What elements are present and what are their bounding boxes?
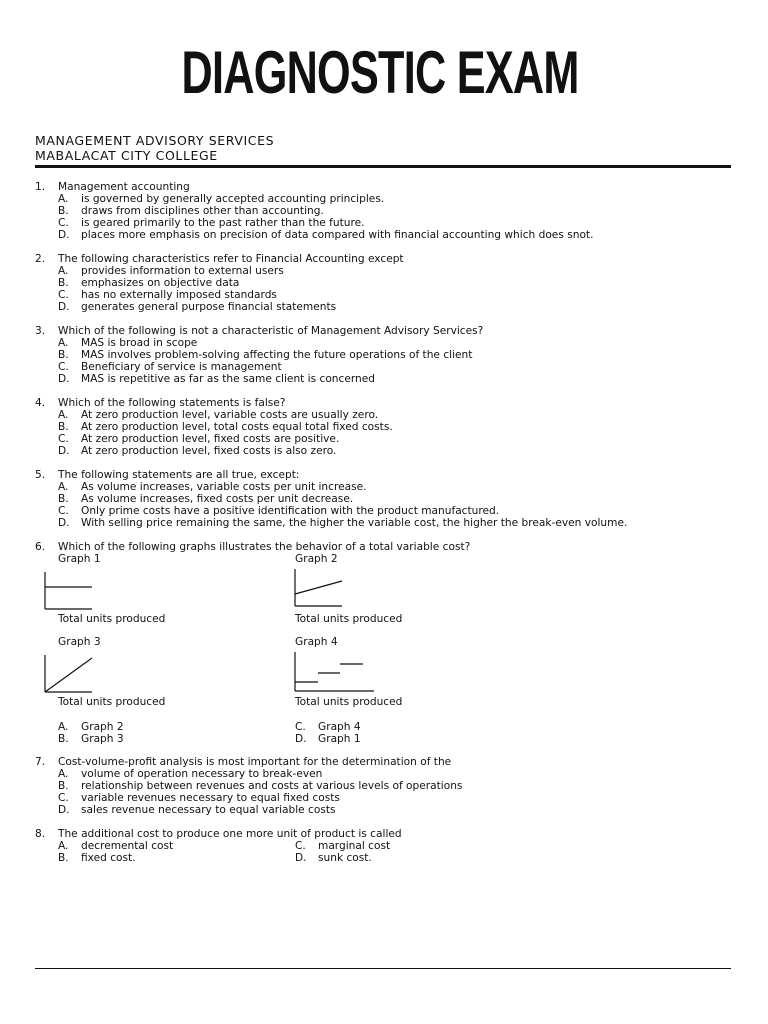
option-text: places more emphasis on precision of data compared with financial accounting which does snot. — [81, 229, 594, 241]
option-c — [295, 721, 361, 733]
graph-2-sloped-line — [295, 581, 342, 594]
option-letter: B. — [58, 277, 69, 289]
option-b — [58, 349, 472, 361]
graph-3-title: Graph 3 — [58, 636, 101, 648]
option-a — [58, 840, 173, 852]
question-number: 5. — [35, 469, 46, 481]
option-text: As volume increases, fixed costs per unit decrease. — [81, 493, 354, 505]
option-letter: D. — [58, 445, 70, 457]
exam-title: DIAGNOSTIC EXAM — [181, 39, 579, 106]
option-text: MAS involves problem-solving affecting the future operations of the client — [81, 349, 473, 361]
option-text: generates general purpose financial statements — [81, 301, 337, 313]
question-text: Which of the following statements is false? — [58, 397, 286, 409]
option-letter: B. — [58, 421, 69, 433]
header-subject: MANAGEMENT ADVISORY SERVICES — [35, 133, 275, 148]
question-text: The following characteristics refer to Financial Accounting except — [58, 253, 404, 265]
option-text: As volume increases, variable costs per unit increase. — [81, 481, 367, 493]
option-letter: A. — [58, 481, 69, 493]
option-letter: B. — [58, 780, 69, 792]
option-letter: C. — [58, 217, 69, 229]
option-letter: C. — [58, 792, 69, 804]
graph-1-axis-label: Total units produced — [58, 613, 166, 625]
option-letter: A. — [58, 265, 69, 277]
option-c — [58, 433, 339, 445]
option-text: relationship between revenues and costs at various levels of operations — [81, 780, 463, 792]
option-text: At zero production level, variable costs are usually zero. — [81, 409, 379, 421]
option-text: variable revenues necessary to equal fixed costs — [81, 792, 340, 804]
option-b — [58, 421, 393, 433]
option-d — [58, 445, 336, 457]
option-d — [295, 852, 372, 864]
question-number: 2. — [35, 253, 46, 265]
option-d — [58, 804, 336, 816]
option-text: has no externally imposed standards — [81, 289, 277, 301]
graph-2-title: Graph 2 — [295, 553, 338, 565]
option-letter: C. — [58, 361, 69, 373]
option-letter: D. — [58, 517, 70, 529]
option-letter: C. — [58, 289, 69, 301]
question-number: 7. — [35, 756, 46, 768]
option-text: Beneficiary of service is management — [81, 361, 282, 373]
question-text: Cost-volume-profit analysis is most important for the determination of the — [58, 756, 452, 768]
option-a — [58, 409, 378, 421]
option-a — [58, 193, 384, 205]
option-text: With selling price remaining the same, the higher the variable cost, the higher the break-even volume. — [81, 517, 628, 529]
option-letter: D. — [295, 733, 307, 745]
option-text: decremental cost — [81, 840, 174, 852]
option-letter: D. — [58, 301, 70, 313]
option-text: provides information to external users — [81, 265, 284, 277]
question-text: The additional cost to produce one more unit of product is called — [58, 828, 402, 840]
question-text: Which of the following graphs illustrates the behavior of a total variable cost? — [58, 541, 471, 553]
option-text: sunk cost. — [318, 852, 372, 864]
option-letter: D. — [295, 852, 307, 864]
option-a — [58, 337, 197, 349]
option-letter: A. — [58, 768, 69, 780]
graph-1-title: Graph 1 — [58, 553, 101, 565]
option-b — [58, 205, 324, 217]
option-letter: B. — [58, 852, 69, 864]
option-letter: B. — [58, 205, 69, 217]
option-letter: C. — [295, 840, 306, 852]
option-letter: C. — [58, 505, 69, 517]
option-d — [58, 301, 336, 313]
option-c — [295, 840, 390, 852]
question-number: 8. — [35, 828, 46, 840]
option-b — [58, 733, 124, 745]
option-text: sales revenue necessary to equal variable costs — [81, 804, 336, 816]
option-text: Graph 4 — [318, 721, 361, 733]
option-d — [58, 229, 593, 241]
option-c — [58, 361, 282, 373]
option-text: At zero production level, fixed costs are positive. — [81, 433, 340, 445]
question-number: 4. — [35, 397, 46, 409]
option-a — [58, 481, 367, 493]
option-a — [58, 721, 124, 733]
option-c — [58, 217, 365, 229]
header-school: MABALACAT CITY COLLEGE — [35, 148, 218, 163]
option-a — [58, 265, 284, 277]
option-text: MAS is repetitive as far as the same client is concerned — [81, 373, 375, 385]
option-c — [58, 289, 277, 301]
option-c — [58, 505, 499, 517]
question-text: Management accounting — [58, 181, 190, 193]
option-text: Graph 3 — [81, 733, 124, 745]
option-text: At zero production level, total costs equal total fixed costs. — [81, 421, 393, 433]
option-letter: D. — [58, 804, 70, 816]
option-text: draws from disciplines other than accounting. — [81, 205, 324, 217]
option-text: is governed by generally accepted accounting principles. — [81, 193, 385, 205]
option-b — [58, 852, 136, 864]
option-letter: B. — [58, 349, 69, 361]
option-letter: A. — [58, 840, 69, 852]
question-number: 3. — [35, 325, 46, 337]
question-number: 6. — [35, 541, 46, 553]
option-letter: D. — [58, 229, 70, 241]
graph-3-axis-label: Total units produced — [58, 696, 166, 708]
option-letter: B. — [58, 733, 69, 745]
option-text: is geared primarily to the past rather than the future. — [81, 217, 365, 229]
option-c — [58, 792, 340, 804]
option-d — [295, 733, 361, 745]
option-d — [58, 373, 375, 385]
option-d — [58, 517, 627, 529]
option-letter: A. — [58, 193, 69, 205]
option-letter: A. — [58, 409, 69, 421]
footer-rule — [35, 968, 731, 969]
option-text: emphasizes on objective data — [81, 277, 240, 289]
graph-3-origin-line — [45, 658, 92, 692]
graph-2-axis-label: Total units produced — [295, 613, 403, 625]
option-b — [58, 493, 353, 505]
option-letter: C. — [58, 433, 69, 445]
option-text: Only prime costs have a positive identification with the product manufactured. — [81, 505, 500, 517]
option-text: Graph 1 — [318, 733, 361, 745]
option-text: marginal cost — [318, 840, 391, 852]
option-a — [58, 768, 322, 780]
question-text: Which of the following is not a characteristic of Management Advisory Services? — [58, 325, 484, 337]
graph-3-figure — [40, 649, 100, 699]
option-b — [58, 780, 462, 792]
option-letter: D. — [58, 373, 70, 385]
option-b — [58, 277, 239, 289]
option-letter: A. — [58, 721, 69, 733]
graph-1-figure — [40, 566, 100, 616]
graph-4-axis-label: Total units produced — [295, 696, 403, 708]
graph-4-title: Graph 4 — [295, 636, 338, 648]
option-letter: C. — [295, 721, 306, 733]
option-text: At zero production level, fixed costs is also zero. — [81, 445, 337, 457]
option-letter: B. — [58, 493, 69, 505]
option-text: Graph 2 — [81, 721, 124, 733]
graph-4-figure — [290, 649, 380, 699]
question-number: 1. — [35, 181, 46, 193]
graph-2-figure — [290, 566, 350, 616]
option-text: fixed cost. — [81, 852, 136, 864]
question-text: The following statements are all true, except: — [58, 469, 300, 481]
option-text: volume of operation necessary to break-even — [81, 768, 323, 780]
option-letter: A. — [58, 337, 69, 349]
header-rule — [35, 165, 731, 168]
option-text: MAS is broad in scope — [81, 337, 198, 349]
